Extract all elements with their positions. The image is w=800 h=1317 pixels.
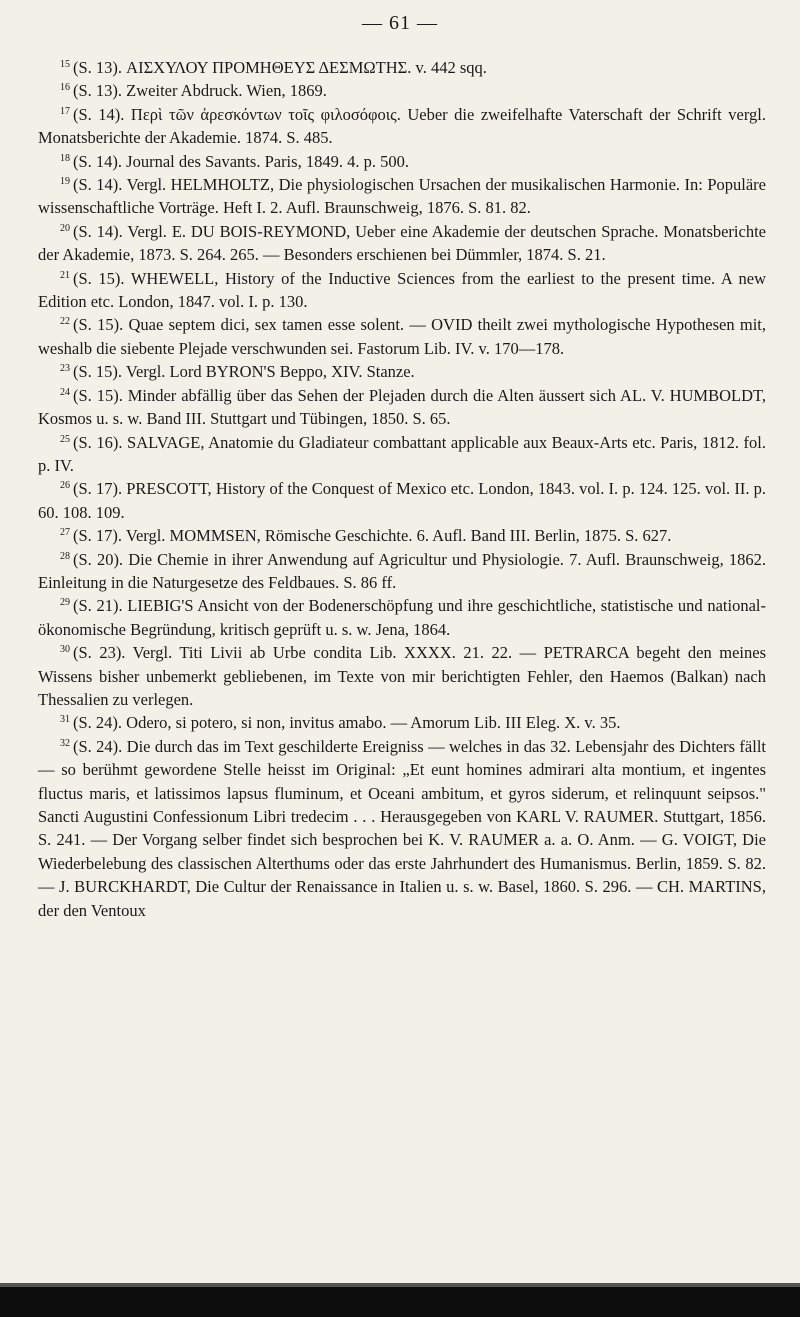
note — [38, 641, 766, 711]
note-number: 18 — [60, 152, 70, 164]
note-number: 30 — [60, 644, 70, 656]
note-number: 15 — [60, 59, 70, 70]
note-number: 26 — [60, 480, 70, 492]
note-number: 16 — [60, 82, 70, 94]
note — [38, 594, 766, 641]
note-number: 19 — [60, 176, 70, 188]
note — [38, 524, 766, 547]
note — [38, 360, 766, 383]
page-number: — 61 — — [362, 12, 438, 34]
note-number: 27 — [60, 527, 70, 539]
note — [38, 313, 766, 360]
note — [38, 267, 766, 314]
endnotes — [38, 56, 766, 922]
note — [38, 79, 766, 102]
note-text: (S. 20). Die Chemie in ihrer Anwendung auf Agricultur und Physiologie. 7. Aufl. Braunschweig, 1862. Einleitung in die Naturgesetze des Feldbaues. S. 86 ff. — [38, 549, 766, 592]
note — [38, 477, 766, 524]
note-text: (S. 14). Journal des Savants. Paris, 1849. 4. p. 500. — [73, 151, 409, 171]
note — [38, 150, 766, 173]
note — [38, 103, 766, 150]
note-number: 31 — [60, 714, 70, 726]
note — [38, 173, 766, 220]
note-number: 25 — [60, 433, 70, 445]
note-number: 23 — [60, 363, 70, 375]
note — [38, 56, 766, 79]
scan-edge-bar — [0, 1287, 800, 1317]
note-text: (S. 14). Vergl. HELMHOLTZ, Die physiologischen Ursachen der musikalischen Harmonie. In: Populäre wissenschaftliche Vorträge. Heft I. 2. Aufl. Braunschweig, 1876. S. 81. 82. — [38, 175, 766, 218]
note-text: (S. 17). Vergl. MOMMSEN, Römische Geschichte. 6. Aufl. Band III. Berlin, 1875. S. 627. — [73, 526, 672, 546]
note-text: (S. 21). LIEBIG'S Ansicht von der Bodenerschöpfung und ihre geschichtliche, statistische und national-ökonomische Begründung, kritisch geprüft u. s. w. Jena, 1864. — [38, 596, 766, 639]
note-text: (S. 23). Vergl. Titi Livii ab Urbe condita Lib. XXXX. 21. 22. — PETRARCA begeht den meines Wissens bisher unbemerkt gebliebenen, im Texte von mir berichtigten Fehler, den Haemos (Balkan) nach Thessalien zu verlegen. — [38, 643, 766, 709]
note — [38, 431, 766, 478]
note-text: (S. 13). Zweiter Abdruck. Wien, 1869. — [73, 81, 327, 101]
note — [38, 548, 766, 595]
note-number: 29 — [60, 597, 70, 609]
note-text: (S. 24). Die durch das im Text geschilderte Ereigniss — welches in das 32. Lebensjahr des Dichters fällt — so berühmt gewordene Stelle heisst im Original: „Et eunt homines admirari alta montium, et ingentes fluctus maris, et latissimos lapsus fluminum, et Oceani ambitum, et gyros siderum, et relinquunt seipsos." Sancti Augustini Confessionum Libri tredecim . . . Herausgegeben von KARL V. RAUMER. Stuttgart, 1856. S. 241. — Der Vorgang selber findet sich besprochen bei K. V. RAUMER a. a. O. Anm. — G. VOIGT, Die Wiederbelebung des classischen Alterthums oder das erste Jahrhundert des Humanismus. Berlin, 1859. S. 82. — J. BURCKHARDT, Die Cultur der Renaissance in Italien u. s. w. Basel, 1860. S. 296. — CH. MARTINS, der den Ventoux — [38, 736, 766, 920]
note-number: 22 — [60, 316, 70, 328]
note-text: (S. 15). Quae septem dici, sex tamen esse solent. — OVID theilt zwei mythologische Hypothesen mit, weshalb die siebente Plejade verschwunden sei. Fastorum Lib. IV. v. 170—178. — [38, 315, 766, 358]
note — [38, 735, 766, 922]
note-number: 24 — [60, 386, 70, 398]
note-text: (S. 15). Vergl. Lord BYRON'S Beppo, XIV. Stanze. — [73, 362, 415, 382]
note — [38, 384, 766, 431]
note-text: (S. 14). Vergl. E. DU BOIS-REYMOND, Ueber eine Akademie der deutschen Sprache. Monatsberichte der Akademie, 1873. S. 264. 265. — Besonders erschienen bei Dümmler, 1874. S. 21. — [38, 221, 766, 265]
note-number: 21 — [60, 269, 70, 281]
note-number: 20 — [60, 222, 70, 234]
note-text: (S. 15). Minder abfällig über das Sehen der Plejaden durch die Alten äussert sich AL. V. HUMBOLDT, Kosmos u. s. w. Band III. Stuttgart und Tübingen, 1850. S. 65. — [38, 385, 766, 429]
note-text: (S. 17). PRESCOTT, History of the Conquest of Mexico etc. London, 1843. vol. I. p. 124. 125. vol. II. p. 60. 108. 109. — [38, 479, 766, 522]
note-text: (S. 15). WHEWELL, History of the Inductive Sciences from the earliest to the present time. A new Edition etc. London, 1847. vol. I. p. 130. — [38, 268, 766, 312]
note — [38, 711, 766, 734]
note-number: 28 — [60, 550, 70, 562]
note-text: (S. 14). Περὶ τῶν ἀρεσκόντων τοῖς φιλοσόφοις. Ueber die zweifelhafte Vaterschaft der Schrift vergl. Monatsberichte der Akademie. 1874. S. 485. — [38, 104, 766, 148]
note-number: 32 — [60, 737, 70, 749]
note-text: (S. 24). Odero, si potero, si non, invitus amabo. — Amorum Lib. III Eleg. X. v. 35. — [73, 713, 621, 733]
note — [38, 220, 766, 267]
note-number: 17 — [60, 105, 70, 117]
note-text: (S. 13). ΑΙΣΧΥΛΟΥ ΠΡΟΜΗΘΕΥΣ ΔΕΣΜΩΤΗΣ. v. 442 sqq. — [73, 58, 487, 77]
note-text: (S. 16). SALVAGE, Anatomie du Gladiateur combattant applicable aux Beaux-Arts etc. Paris, 1812. fol. p. IV. — [38, 432, 766, 475]
